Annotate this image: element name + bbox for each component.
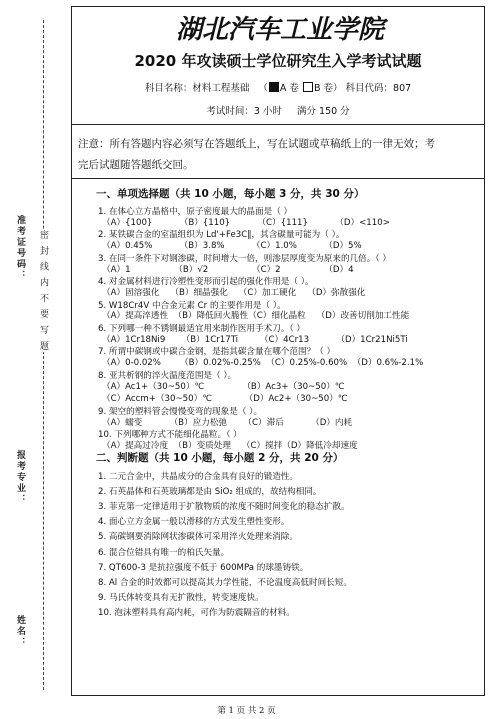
school-name-logo (150, 10, 410, 46)
subject-code: 科目代码：807 (345, 83, 412, 94)
choice-options: （A）固溶强化 （B）细晶强化 （C）加工硬化 （D）弥散强化 (102, 288, 366, 298)
choice-question: 5. W18Cr4V 中合金元素 Cr 的主要作用是（ ）。 (98, 300, 286, 311)
paper-a-checkbox (269, 82, 279, 92)
choice-question: 8. 亚共析钢的淬火温度范围是（ ）。 (98, 370, 237, 381)
paper-b-checkbox (303, 82, 313, 92)
choice-question: 2. 某铁碳合金的室温组织为 Ld'+Fe3C‖，其含碳量可能为（ ）。 (98, 230, 345, 241)
page-footer: 第 1 页 共 2 页 (217, 706, 276, 716)
choice-question: 9. 架空的塑料管会慢慢变弯的现象是（ ）。 (98, 406, 263, 417)
subject-name: 科目名称：材料工程基础 (144, 83, 250, 94)
choice-options: （C）Accm+（30~50）℃ （D）Ac2+（30~50）℃ (102, 394, 348, 405)
paper-b-label: B 卷） (313, 83, 343, 94)
exam-time: 考试时间：3 小时 (206, 106, 282, 117)
notice-block (78, 134, 478, 176)
binding-margin (0, 0, 70, 719)
full-score: 满分 150 分 (297, 106, 350, 117)
choice-options: （A）{100} （B）{110} （C）{111} （D）<110> (102, 217, 390, 228)
judge-item: 7. QT600-3 是抗拉强度不低于 600MPa 的球墨铸铁。 (98, 562, 309, 573)
name-label: 姓名： (15, 615, 25, 648)
choice-question: 6. 下列哪一种不锈钢最适宜用来制作医用手术刀。（ ） (98, 324, 306, 334)
ticket-number-label: 准考证号码： (15, 215, 25, 281)
choice-question: 7. 所谓中碳钢或中碳合金钢，是指其碳含量在哪个范围？（ ） (98, 347, 336, 358)
exam-time-row (71, 103, 485, 117)
header-divider (71, 124, 485, 125)
notice-line: 完后试题随答题纸交回。 (78, 159, 194, 171)
choice-options: （A）0.45% （B）3.8% （C）1.0% （D）5% (102, 241, 362, 252)
major-label: 报考专业： (15, 450, 25, 505)
school-logo-text: 湖北汽车工业学院 (175, 15, 385, 45)
paper-open-paren: （ (258, 83, 268, 94)
judge-item: 4. 面心立方金属一般以滑移的方式发生塑性变形。 (98, 517, 290, 528)
choice-question: 4. 对金属材料进行冷塑性变形而引起的强化作用是（ ）。 (98, 277, 314, 288)
judge-item: 2. 石英晶体和石英玻璃都是由 SiO₂ 组成的，故结构相同。 (98, 486, 322, 497)
section-choice-title: 一、单项选择题（共 10 小题，每小题 3 分，共 30 分） (96, 188, 365, 200)
choice-options: （A）提高过冷度 （B）变质处理 （C）搅拌（D）降低冷却速度 (102, 441, 358, 451)
judge-item: 6. 混合位错具有唯一的柏氏矢量。 (98, 547, 230, 558)
choice-options: （A）0-0.02% （B）0.02%-0.25% （C）0.25%-0.60% （D）0.6%-2.1% (102, 358, 424, 369)
choice-options: （A）1Cr18Ni9 （B）1Cr17Ti （C）4Cr13 （D）1Cr21Ni5Ti (102, 334, 408, 345)
paper-a-label: A 卷 (279, 83, 299, 94)
judge-item: 8. Al 合金的时效都可以提高其力学性能，不论温度高低时间长短。 (98, 578, 352, 588)
notice-line: 注意：所有答题内容必须写在答题纸上，写在试题或草稿纸上的一律无效；考 (78, 138, 435, 150)
judge-item: 3. 菲克第一定律适用于扩散物质的浓度不随时间变化的稳态扩散。 (98, 502, 350, 512)
seal-line-text: 密 封 线 内 不 要 写 题 (38, 230, 48, 353)
choice-question: 10. 下列哪种方式不能细化晶粒。（ ） (98, 430, 242, 441)
notice-divider (71, 178, 485, 179)
judge-item: 1. 二元合金中，共晶成分的合金具有良好的锻造性。 (98, 471, 298, 482)
judge-item: 9. 马氏体转变具有无扩散性，转变速度快。 (98, 593, 264, 604)
choice-question: 1. 在体心立方晶格中，原子密度最大的晶面是（ ） (98, 207, 293, 217)
choice-options: （A）蠕变 （B）应力松弛 （C）滞后 （D）内耗 (102, 417, 353, 428)
judge-item: 5. 高碳钢要消除网状渗碳体可采用淬火处理来消除。 (98, 532, 298, 543)
exam-info-row (71, 80, 485, 94)
exam-title: 2020 年攻读硕士学位研究生入学考试试题 (134, 52, 422, 70)
choice-question: 3. 在同一条件下对钢渗碳，时间增大一倍，则渗层厚度变为原来的几倍。（ ） (98, 253, 391, 264)
choice-options: （A）1 （B）√2 （C）2 （D）4 (102, 264, 354, 275)
choice-options: （A）提高淬透性 （B）降低回火脆性（C）细化晶粒 （D）改善切削加工性能 (102, 311, 410, 322)
choice-options: （A）Ac1+（30~50）℃ （B）Ac3+（30~50）℃ (102, 381, 345, 392)
judge-item: 10. 泡沫塑料具有高内耗，可作为防震隔音的材料。 (98, 608, 295, 619)
section-judge-title: 二、判断题（共 10 小题，每小题 2 分，共 20 分） (96, 451, 344, 464)
seal-dashed-line (43, 20, 44, 690)
